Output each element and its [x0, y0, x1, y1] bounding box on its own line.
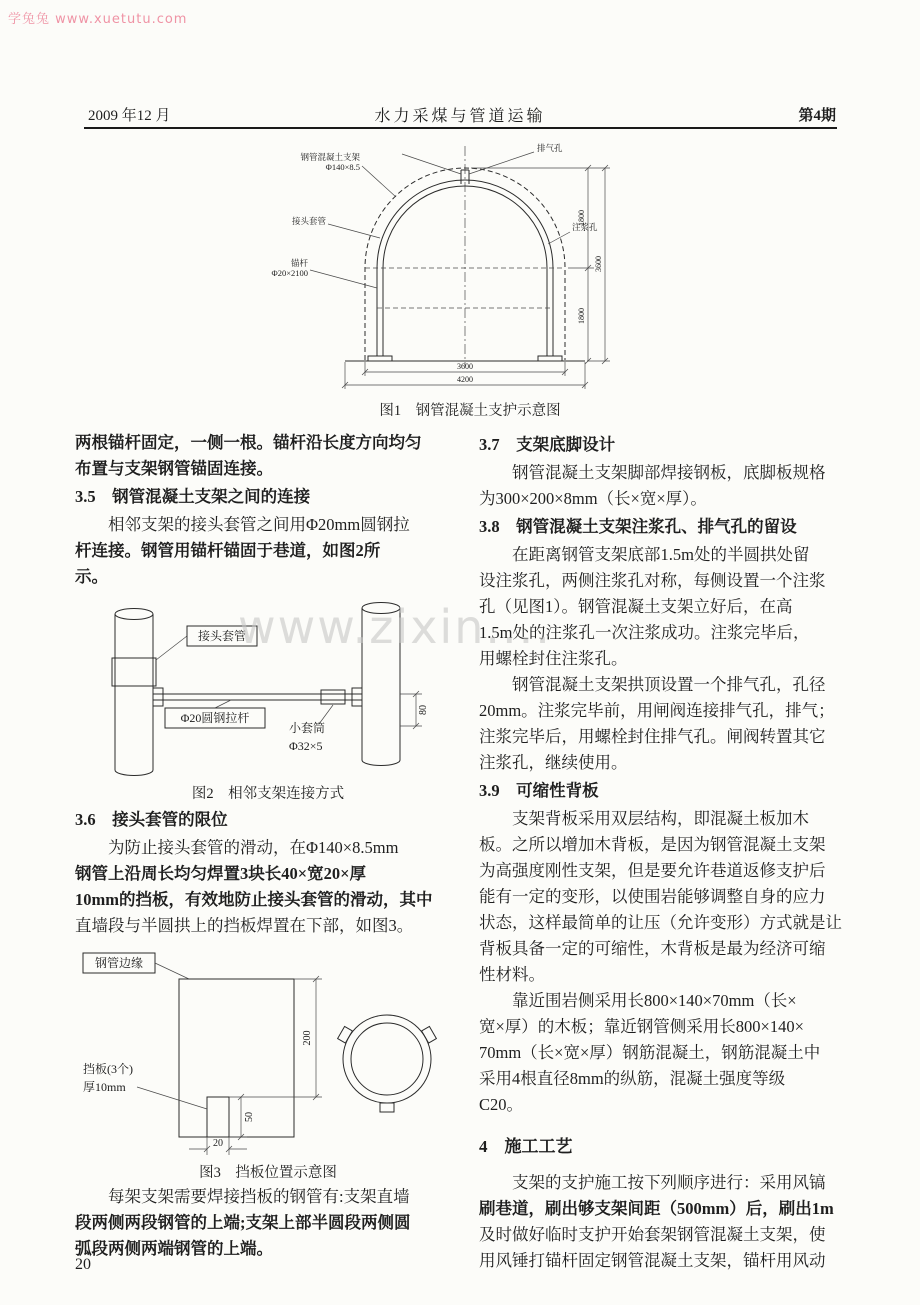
text-line: 每架支架需要焊接挡板的钢管有:支架直墙 — [108, 1187, 410, 1206]
header-date: 2009 年12 月 — [88, 108, 171, 124]
paragraph — [75, 512, 457, 590]
fig1-base-plate-right — [538, 356, 562, 361]
text-line: 注浆完毕后，用螺栓封住排气孔。闸阀转置其它 — [479, 727, 826, 746]
fig1-label-support: 钢管混凝土支架 — [300, 152, 360, 162]
text-line: 孔（见图1）。钢管混凝土支架立好后，在高 — [479, 597, 793, 616]
fig3-dim-20: 20 — [213, 1138, 223, 1149]
text-line: 10mm的挡板，有效地防止接头套管的滑动，其中 — [75, 890, 433, 909]
fig3-stop-plate — [207, 1097, 229, 1137]
paragraph — [479, 542, 851, 672]
text-line: 支架背板采用双层结构，即混凝土板加木 — [512, 809, 809, 828]
text-line: 能有一定的变形，以使围岩能够调整自身的应力 — [479, 887, 826, 906]
fig3-label-plate: 挡板(3个) — [83, 1062, 133, 1076]
fig2-label-small-sleeve: 小套筒 — [289, 721, 326, 735]
fig2-tie-rod — [153, 688, 362, 706]
text-line: 段两侧两段钢管的上端;支架上部半圆段两侧圆 — [75, 1213, 411, 1232]
text-line: 用螺栓封住注浆孔。 — [479, 649, 628, 668]
text-line: 板。之所以增加木背板，是因为钢管混凝土支架 — [479, 835, 826, 854]
text-line: 性材料。 — [479, 965, 545, 984]
text-line: 1.5m处的注浆孔一次注浆成功。注浆完毕后， — [479, 623, 810, 642]
left-column — [75, 430, 457, 1262]
fig1-dim-span-outer: 4200 — [457, 375, 473, 384]
fig1-label-grout-hole: 注浆孔 — [572, 222, 598, 232]
paragraph — [75, 835, 457, 939]
text-line: 设注浆孔，两侧注浆孔对称，每侧设置一个注浆 — [479, 571, 826, 590]
figure3-drawing — [79, 947, 441, 1159]
text-line: 为防止接头套管的滑动，在Φ140×8.5mm — [108, 838, 399, 857]
text-line: 钢管混凝土支架脚部焊接钢板，底脚板规格 — [512, 463, 826, 482]
text-line: 钢管上沿周长均匀焊置3块长40×宽20×厚 — [75, 864, 367, 883]
text-line: 宽×厚）的木板；靠近钢管侧采用长800×140× — [479, 1017, 804, 1036]
section-heading: 3.7 支架底脚设计 — [479, 435, 616, 454]
text-line: 为300×200×8mm（长×宽×厚）。 — [479, 489, 707, 508]
paragraph — [75, 1184, 457, 1262]
fig2-dim-80: 80 — [418, 705, 429, 715]
text-line: 相邻支架的接头套管之间用Φ20mm圆钢拉 — [108, 515, 410, 534]
journal-title: 水力采煤与管道运输 — [374, 108, 546, 125]
fig1-right-dimensions — [471, 165, 610, 364]
fig3-edge-leader — [155, 963, 189, 979]
text-line: 示。 — [75, 567, 108, 586]
fig1-dim-span-inner: 3600 — [457, 362, 473, 371]
text-line: 靠近围岩侧采用长800×140×70mm（长× — [512, 991, 797, 1010]
text-line: 杆连接。钢管用锚杆锚固于巷道，如图2所 — [75, 541, 381, 560]
figure2-drawing — [79, 598, 439, 780]
right-column — [479, 430, 851, 1274]
fig3-label-edge: 钢管边缘 — [94, 956, 144, 970]
fig1-label-vent-hole: 排气孔 — [537, 143, 563, 153]
text-line: 刷巷道，刷出够支架间距（500mm）后，刷出1m — [479, 1199, 834, 1218]
text-line: 70mm（长×宽×厚）钢筋混凝土，钢筋混凝土中 — [479, 1043, 821, 1062]
site-watermark-top: 学兔兔 www.xuetutu.com — [8, 12, 188, 27]
figure3-caption: 图3 挡板位置示意图 — [199, 1165, 337, 1181]
text-line: 弧段两侧两端钢管的上端。 — [75, 1239, 273, 1258]
figure1-drawing — [250, 140, 690, 392]
paragraph — [75, 430, 457, 482]
fig1-label-support-spec: Φ140×8.5 — [325, 162, 360, 172]
figure3 — [79, 947, 457, 1182]
fig2-label-rod: Φ20圆钢拉杆 — [180, 711, 250, 725]
figure1-caption: 图1 钢管混凝土支护示意图 — [379, 403, 561, 419]
text-line: 直墙段与半圆拱上的挡板焊置在下部，如图3。 — [75, 916, 414, 935]
text-line: 钢管混凝土支架拱顶设置一个排气孔，孔径 — [512, 675, 826, 694]
fig2-label-small-sleeve-spec: Φ32×5 — [289, 739, 323, 753]
fig3-pipe-edge-rect — [179, 979, 294, 1137]
issue-number: 第4期 — [798, 108, 836, 124]
text-line: 及时做好临时支护开始套架钢管混凝土支架，使 — [479, 1225, 826, 1244]
text-line: 采用4根直径8mm的纵筋，混凝土强度等级 — [479, 1069, 786, 1088]
text-line: 注浆孔，继续使用。 — [479, 753, 628, 772]
section-heading: 4 施工工艺 — [479, 1137, 573, 1156]
fig2-small-sleeve — [321, 690, 345, 704]
text-line: 20mm。注浆完毕前，用闸阀连接排气孔，排气； — [479, 701, 835, 720]
text-line: C20。 — [479, 1095, 524, 1114]
section-heading: 3.6 接头套管的限位 — [75, 810, 228, 829]
text-line: 背板具备一定的可缩性，木背板是最为经济可缩 — [479, 939, 826, 958]
fig3-plate-leader — [137, 1087, 207, 1109]
paragraph — [479, 460, 851, 512]
text-line: 为高强度刚性支架，但是要允许巷道返修支护后 — [479, 861, 826, 880]
text-line: 两根锚杆固定，一侧一根。锚杆沿长度方向均匀 — [75, 433, 422, 452]
page-number: 20 — [75, 1256, 91, 1273]
fig1-dim-arch-height: 1800 — [577, 210, 586, 226]
paragraph — [479, 1170, 851, 1274]
text-line: 支架的支护施工按下列顺序进行：采用风镐 — [512, 1173, 826, 1192]
paragraph — [479, 988, 851, 1118]
figure2-caption: 图2 相邻支架连接方式 — [191, 786, 345, 802]
fig2-label-sleeve: 接头套管 — [197, 629, 247, 643]
text-line: 在距离钢管支架底部1.5m处的半圆拱处留 — [512, 545, 810, 564]
fig1-dim-wall-height: 1800 — [577, 308, 586, 324]
header-rule — [84, 127, 837, 129]
paragraph — [479, 806, 851, 988]
figure1 — [250, 140, 690, 420]
fig2-left-pipe — [112, 609, 156, 776]
text-line: 用风锤打锚杆固定钢管混凝土支架，锚杆用风动 — [479, 1251, 826, 1270]
fig1-label-anchor: 锚杆 — [290, 258, 308, 268]
paragraph — [479, 672, 851, 776]
fig3-dim-200: 200 — [302, 1030, 313, 1046]
text-line: 状态，这样最简单的让压（允许变形）方式就是让 — [479, 913, 842, 932]
fig1-label-sleeve: 接头套管 — [291, 216, 326, 226]
fig3-dim-50: 50 — [244, 1112, 255, 1122]
fig1-base-plate-left — [368, 356, 392, 361]
section-heading: 3.9 可缩性背板 — [479, 781, 599, 800]
fig2-right-pipe — [362, 603, 400, 766]
fig3-pipe-cross-section — [338, 1015, 437, 1112]
text-line: 布置与支架钢管锚固连接。 — [75, 459, 273, 478]
fig1-label-anchor-spec: Φ20×2100 — [271, 268, 308, 278]
section-heading: 3.8 钢管混凝土支架注浆孔、排气孔的留设 — [479, 517, 797, 536]
figure2 — [79, 598, 457, 803]
section-heading: 3.5 钢管混凝土支架之间的连接 — [75, 487, 311, 506]
fig3-label-plate-thickness: 厚10mm — [83, 1080, 126, 1094]
site-watermark-center: www.zixin.... — [238, 600, 552, 654]
fig1-dim-total-height: 3600 — [594, 256, 603, 272]
